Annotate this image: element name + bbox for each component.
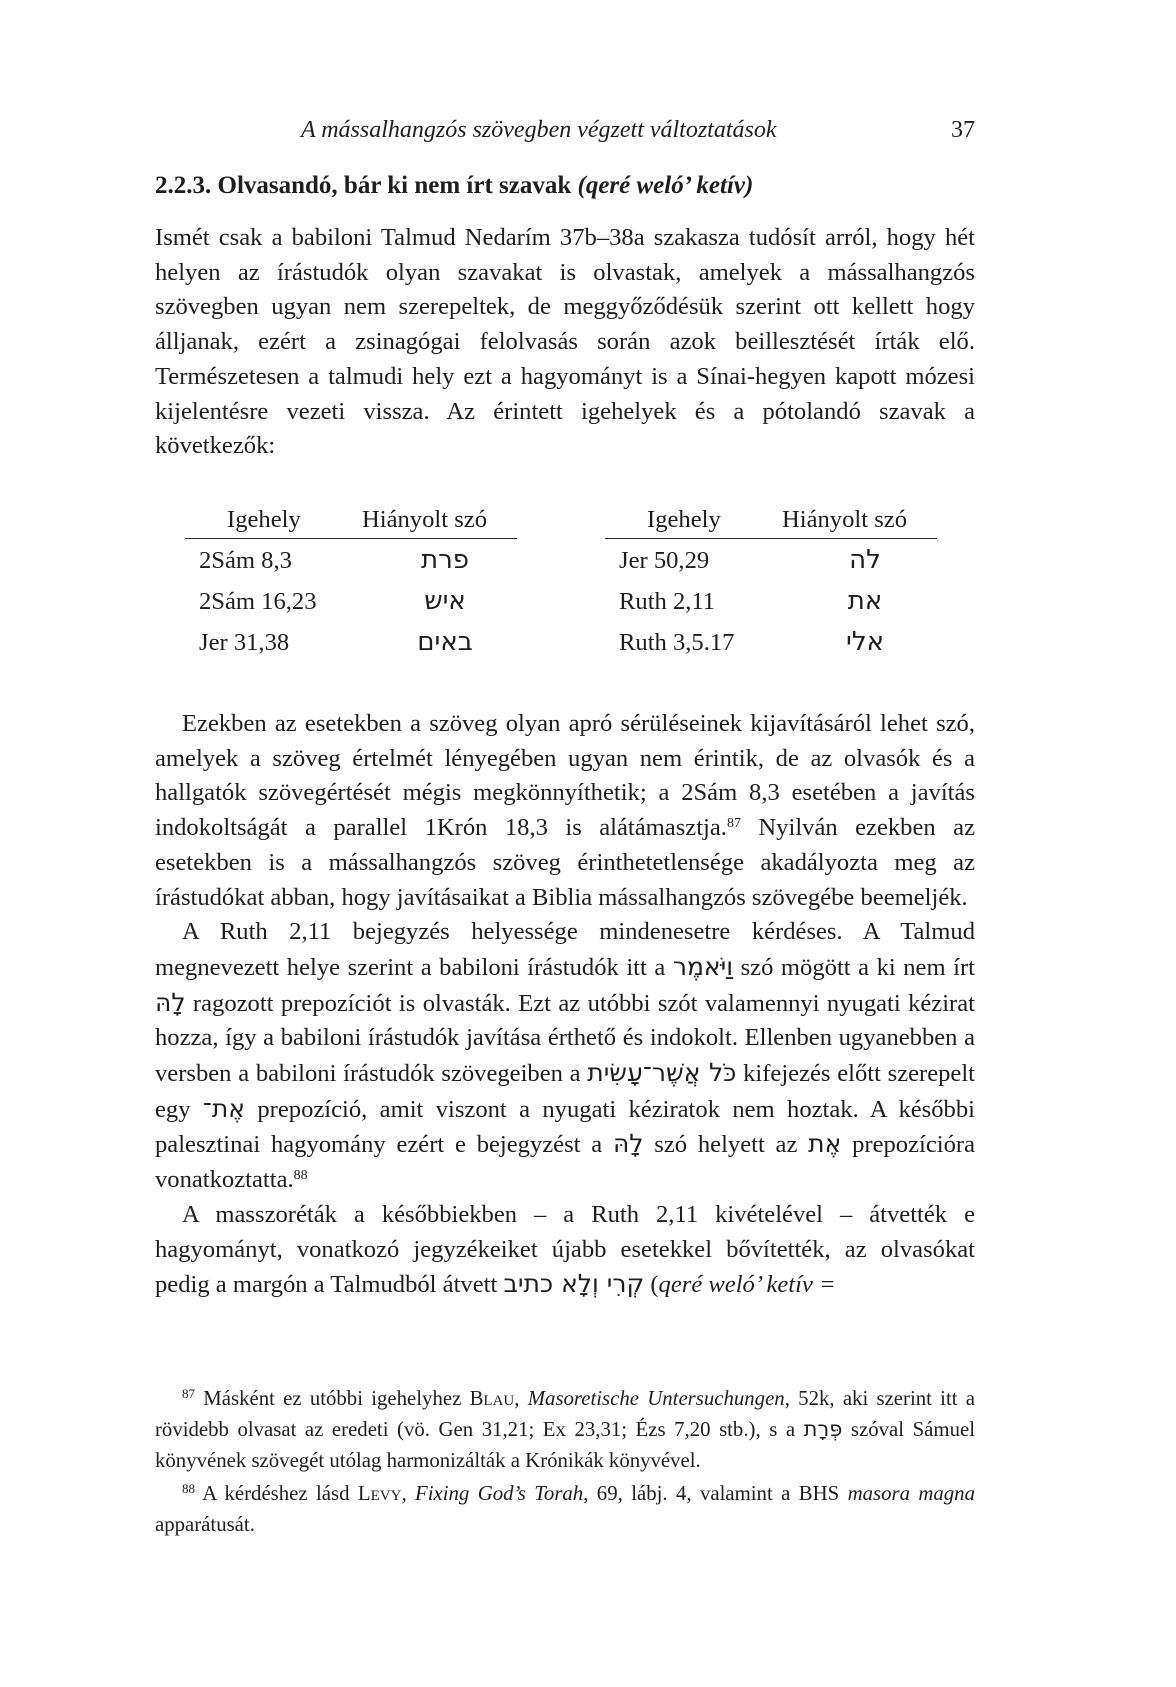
running-head [155, 117, 975, 151]
paragraph-text: prepozíció, amit viszont a nyugati kéziratok nem hoztak. A későbbi palesztinai hagyomány ezért e bejegyzést a [155, 1095, 975, 1159]
table-header [185, 502, 517, 539]
paragraph-text: szó helyett az [643, 1131, 809, 1159]
section-title: 2.2.3. Olvasandó, bár ki nem írt szavak [155, 172, 578, 199]
header-igehely: Igehely [647, 506, 721, 533]
table-row [185, 580, 517, 621]
footnote-number: 87 [182, 1386, 195, 1401]
footnotes [155, 1383, 975, 1542]
verse-reference: Jer 50,29 [619, 547, 710, 574]
paragraph-text: Nyilván ezekben az esetekben is a mássalhangzós szöveg érinthetetlensége akadályozta meg az írástudókat abban, hogy javításaikat a Biblia mássalhangzós szövegébe beemeljék. [155, 814, 975, 911]
verse-reference: Ruth 3,5.17 [619, 629, 735, 656]
footnote-87 [155, 1383, 975, 1476]
table-row [605, 621, 937, 662]
paragraph-text: A masszoréták a későbbiekben – a Ruth 2,11 kivételével – átvették e hagyományt, vonatkozó jegyzékeiket újabb esetekkel bővítették, az olvasókat pedig a margón a Talmudból átvett [155, 1200, 975, 1299]
footnote-text: apparátusát. [155, 1513, 255, 1536]
verse-reference: 2Sám 8,3 [199, 547, 292, 574]
hebrew-word: לָהּ [155, 987, 186, 1017]
footnote-ref-88[interactable]: 88 [293, 1168, 308, 1184]
paragraph-text: ( [644, 1271, 659, 1299]
transliteration: qeré weló’ ketív = [658, 1271, 836, 1299]
footnote-text: A kérdéshez lásd [195, 1482, 358, 1505]
running-title: A mássalhangzós szövegben végzett változtatások [301, 117, 777, 143]
intro-paragraph [155, 221, 975, 464]
section-term: (qeré weló’ ketív) [577, 172, 754, 199]
author-name: Levy [357, 1482, 402, 1505]
footnote-ref-87[interactable]: 87 [726, 816, 741, 832]
hebrew-word: באים [417, 627, 473, 657]
footnote-text: , [514, 1387, 528, 1410]
footnote-text: szóval Sámuel könyvének szövegét utólag harmonizálták a Krónikák könyvével. [155, 1418, 975, 1472]
verse-reference: Jer 31,38 [199, 629, 290, 656]
hebrew-word: לה [849, 545, 881, 575]
paragraph [155, 1198, 975, 1303]
header-igehely: Igehely [227, 506, 301, 533]
author-name: Blau [469, 1387, 515, 1410]
table-row [185, 621, 517, 662]
work-title: masora magna [847, 1482, 975, 1505]
hebrew-word: וַיֹּאמֶר [672, 951, 734, 981]
footnote-text: , 69, lábj. 4, valamint a BHS [583, 1482, 848, 1505]
hebrew-phrase: קְרִי וְלָא כתיב [503, 1269, 645, 1299]
footnote-text: , 52k, aki szerint itt a rövidebb olvasat az eredeti (vö. Gen 31,21; Ex 23,31; Ézs 7,20 stb.), s a [155, 1387, 975, 1441]
table-row [605, 539, 937, 580]
footnote-text: , [401, 1482, 416, 1505]
hebrew-phrase: כֹּל אֲשֶׁר־עָשִׂית [587, 1058, 737, 1088]
header-hianyolt-szo: Hiányolt szó [362, 506, 487, 533]
paragraph-text: Ismét csak a babiloni Talmud Nedarím 37b–38a szakasza tudósít arról, hogy hét helyen az írástudók olyan szavakat is olvastak, amelyek a mássalhangzós szövegben ugyan nem szerepeltek, de meggyőződésük szerint ott kellett hogy álljanak, ezért a zsinagógai felolvasás során azok beillesztését írták elő. Természetesen a talmudi hely ezt a hagyományt is a Sínai-hegyen kapott mózesi kijelentésre vezeti vissza. Az érintett igehelyek és a pótolandó szavak a következők: [155, 224, 975, 460]
hebrew-word: אלי [846, 627, 884, 657]
missing-words-table-left [185, 502, 517, 662]
work-title: Masoretische Untersuchungen [527, 1387, 785, 1410]
footnote-text: Másként ez utóbbi igehelyhez [195, 1387, 470, 1410]
footnote-88 [155, 1478, 975, 1540]
paragraph-text: szó mögött a ki nem írt [733, 953, 975, 981]
page-number: 37 [951, 117, 975, 143]
hebrew-word: פְּרָת [803, 1417, 843, 1441]
paragraph-text: ragozott prepozíciót is olvasták. Ezt az utóbbi szót valamennyi nyugati kézirat hozza, így a babiloni írástudók javítása érthető és indokolt. Ellenben ugyanebben a versben a babiloni írástudók szövegeiben a [155, 989, 975, 1088]
hebrew-word: לָהּ [612, 1129, 644, 1159]
hebrew-word: אֶת [808, 1129, 842, 1159]
paragraph-text: A Ruth 2,11 bejegyzés helyessége mindenesetre kérdéses. A Talmud megnevezett helye szerint a babiloni írástudók itt a [155, 918, 975, 981]
paragraph [155, 707, 975, 915]
table-row [605, 580, 937, 621]
work-title: Fixing God’s Torah [415, 1482, 584, 1505]
verse-reference: Ruth 2,11 [619, 588, 716, 615]
table-row [185, 539, 517, 580]
paragraph [155, 915, 975, 1198]
footnote-number: 88 [182, 1481, 195, 1496]
section-heading [155, 172, 975, 200]
paragraph-text: kifejezés előtt szerepelt egy [155, 1060, 976, 1123]
paragraph-text: Ezekben az esetekben a szöveg olyan apró sérüléseinek kijavításáról lehet szó, amelyek a szöveg értelmét lényegében ugyan nem érintik, de az olvasók és a hallgatók szövegértését mégis megkönnyíthetik; a 2Sám 8,3 esetében a javítás indokoltságát a parallel 1Krón 18,3 is alátámasztja. [155, 710, 975, 842]
missing-words-table-right [605, 502, 937, 662]
table-header [605, 502, 937, 539]
header-hianyolt-szo: Hiányolt szó [782, 506, 907, 533]
main-text [155, 707, 975, 1303]
hebrew-word: פרת [420, 545, 469, 575]
paragraph-text: prepozícióra vonatkoztatta. [155, 1131, 976, 1194]
hebrew-word: אֶת־ [202, 1093, 246, 1123]
hebrew-word: את [847, 586, 883, 616]
verse-reference: 2Sám 16,23 [199, 588, 317, 615]
hebrew-word: איש [424, 586, 466, 616]
